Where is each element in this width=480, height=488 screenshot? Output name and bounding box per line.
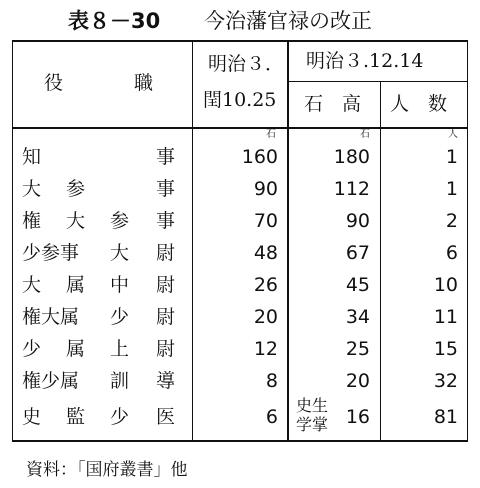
role-label-part: 尉 <box>156 242 176 264</box>
rule-top <box>12 40 468 42</box>
rule-subheader <box>288 81 468 82</box>
cell-ninzu: 81 <box>433 406 458 428</box>
role-label-part: 事 <box>156 178 176 200</box>
header-meiji3-12-14: 明治３.12.14 <box>306 50 424 72</box>
header-role-b: 職 <box>134 72 154 94</box>
unit-koku-1: 石 <box>266 129 276 140</box>
rule-right <box>467 40 468 442</box>
cell-kokudaka: 16 <box>345 406 370 428</box>
role-label-part: 医 <box>156 406 176 428</box>
cell-kokudaka: 90 <box>345 210 370 232</box>
rule-col3 <box>380 81 381 442</box>
table-title: 今治藩官禄の改正 <box>204 9 372 33</box>
role-label-part: 事 <box>156 146 176 168</box>
rule-header-bottom <box>12 127 468 129</box>
cell-kokudaka: 20 <box>345 370 370 392</box>
role-label-part: 上 <box>110 338 130 360</box>
role-label-part: 少 <box>22 338 42 360</box>
role-label-part: 属 <box>66 338 86 360</box>
kokudaka-note: 史生 <box>296 396 329 415</box>
cell-ninzu: 15 <box>433 338 458 360</box>
header-ninzu: 人 数 <box>390 93 448 115</box>
cell-ninzu: 6 <box>445 242 458 264</box>
cell-kokudaka: 180 <box>333 146 370 168</box>
cell-ninzu: 10 <box>433 274 458 296</box>
unit-koku-2: 石 <box>360 129 370 140</box>
header-kokudaka: 石 高 <box>304 93 362 115</box>
unit-nin: 人 <box>448 129 458 140</box>
role-label-part: 尉 <box>156 274 176 296</box>
rule-col1 <box>192 40 193 442</box>
source-note: 資料：「国府叢書」他 <box>26 460 188 480</box>
role-label-part: 監 <box>66 406 86 428</box>
rule-bottom <box>12 440 468 442</box>
role-label-part: 尉 <box>156 306 176 328</box>
cell-stipend-before: 70 <box>253 210 278 232</box>
cell-kokudaka: 67 <box>345 242 370 264</box>
role-label-part: 属 <box>66 274 86 296</box>
role-label-part: 大 <box>22 178 42 200</box>
cell-stipend-before: 48 <box>253 242 278 264</box>
cell-kokudaka: 112 <box>333 178 370 200</box>
cell-stipend-before: 26 <box>253 274 278 296</box>
cell-kokudaka: 25 <box>345 338 370 360</box>
role-label-part: 権大属 <box>22 306 80 328</box>
role-label-part: 少参事 <box>22 242 80 264</box>
role-label-part: 少 <box>110 406 130 428</box>
role-label-part: 中 <box>110 274 130 296</box>
cell-ninzu: 32 <box>433 370 458 392</box>
cell-stipend-before: 160 <box>241 146 278 168</box>
header-role-a: 役 <box>44 72 64 94</box>
cell-stipend-before: 20 <box>253 306 278 328</box>
role-label-part: 大 <box>66 210 86 232</box>
header-meiji3-line1: 明治３． <box>208 53 285 75</box>
role-label-part: 訓 <box>110 370 130 392</box>
cell-ninzu: 1 <box>445 146 458 168</box>
role-label-part: 権 <box>22 210 42 232</box>
cell-stipend-before: 90 <box>253 178 278 200</box>
cell-stipend-before: 12 <box>253 338 278 360</box>
cell-stipend-before: 8 <box>265 370 278 392</box>
cell-ninzu: 1 <box>445 178 458 200</box>
cell-stipend-before: 6 <box>265 406 278 428</box>
cell-kokudaka: 45 <box>345 274 370 296</box>
role-label-part: 大 <box>110 242 130 264</box>
header-meiji3-line2: 閏10.25 <box>203 89 277 111</box>
role-label-part: 参 <box>66 178 86 200</box>
role-label-part: 参 <box>110 210 130 232</box>
kokudaka-note: 学掌 <box>296 415 329 434</box>
role-label-part: 知 <box>22 146 42 168</box>
role-label-part: 導 <box>156 370 176 392</box>
rule-col2 <box>287 40 289 442</box>
role-label-part: 事 <box>156 210 176 232</box>
rule-left <box>12 40 13 442</box>
role-label-part: 大 <box>22 274 42 296</box>
cell-ninzu: 11 <box>433 306 458 328</box>
role-label-part: 権少属 <box>22 370 80 392</box>
table-number: 表８－30 <box>68 9 161 33</box>
role-label-part: 少 <box>110 306 130 328</box>
role-label-part: 史 <box>22 406 42 428</box>
cell-ninzu: 2 <box>445 210 458 232</box>
cell-kokudaka: 34 <box>345 306 370 328</box>
role-label-part: 尉 <box>156 338 176 360</box>
